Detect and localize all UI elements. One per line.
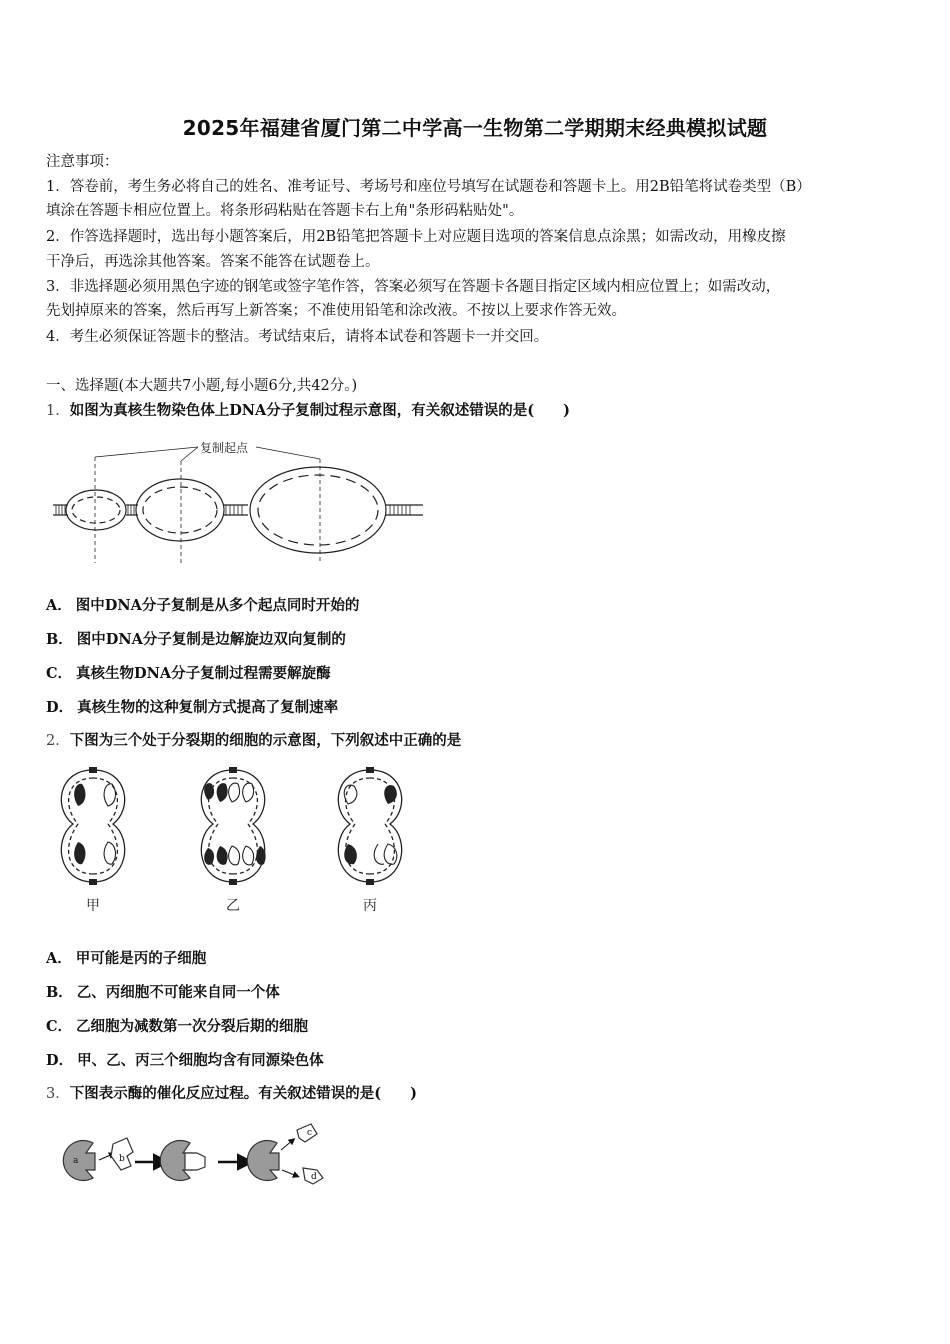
question-text: 如图为真核生物染色体上DNA分子复制过程示意图，有关叙述错误的是( ) xyxy=(69,402,571,419)
cell-label: 甲 xyxy=(86,898,100,914)
section-heading: 一、选择题(本大题共7小题,每小题6分,共42分。) xyxy=(46,378,358,394)
q1-option-d: D． 真核生物的这种复制方式提高了复制速率 xyxy=(46,699,339,716)
page-title: 2025年福建省厦门第二中学高一生物第二学期期末经典模拟试题 xyxy=(182,116,768,140)
q1-option-c: C． 真核生物DNA分子复制过程需要解旋酶 xyxy=(46,665,331,682)
notice-line: 先划掉原来的答案，然后再写上新答案；不准使用铅笔和涂改液。不按以上要求作答无效。 xyxy=(46,303,626,319)
q2-option-d: D． 甲、乙、丙三个细胞均含有同源染色体 xyxy=(46,1052,324,1069)
cell-label: 乙 xyxy=(226,898,240,914)
notice-line: 3．非选择题必须用黑色字迹的钢笔或签字笔作答，答案必须写在答题卡各题目指定区域内相应位置上；如需改动， xyxy=(46,279,781,295)
notice-heading: 注意事项： xyxy=(46,154,119,170)
question-2 xyxy=(46,729,461,753)
question-3 xyxy=(46,1082,417,1106)
notice-line: 4．考生必须保证答题卡的整洁。考试结束后，请将本试卷和答题卡一并交回。 xyxy=(46,329,549,345)
q2-option-b: B． 乙、丙细胞不可能来自同一个体 xyxy=(46,984,280,1001)
notice-line: 2．作答选择题时，选出每小题答案后，用2B铅笔把答题卡上对应题目选项的答案信息点涂黑；如需改动，用橡皮擦 xyxy=(46,229,786,245)
notice-line: 填涂在答题卡相应位置上。将条形码粘贴在答题卡右上角"条形码粘贴处"。 xyxy=(46,203,524,219)
question-text: 下图表示酶的催化反应过程。有关叙述错误的是( ) xyxy=(69,1085,417,1102)
enzyme-reaction-figure xyxy=(55,1120,345,1195)
label-c: c xyxy=(307,1128,313,1138)
cell-division-figure xyxy=(48,764,428,916)
label-b: b xyxy=(119,1154,125,1164)
notice-line: 1．答卷前，考生务必将自己的姓名、准考证号、考场号和座位号填写在试题卷和答题卡上。用2B铅笔将试卷类型（B） xyxy=(46,179,811,195)
dna-replication-figure xyxy=(48,435,428,570)
q2-option-a: A． 甲可能是丙的子细胞 xyxy=(46,950,207,967)
q1-option-b: B． 图中DNA分子复制是边解旋边双向复制的 xyxy=(46,631,346,648)
question-1 xyxy=(46,399,570,423)
notice-line: 干净后，再选涂其他答案。答案不能答在试题卷上。 xyxy=(46,254,380,270)
replication-origin-label: 复制起点 xyxy=(200,441,249,455)
question-number: 1． xyxy=(46,403,70,419)
question-number: 2． xyxy=(46,733,70,749)
question-number: 3． xyxy=(46,1086,70,1102)
question-text: 下图为三个处于分裂期的细胞的示意图，下列叙述中正确的是 xyxy=(69,732,462,749)
label-d: d xyxy=(311,1172,317,1182)
label-a: a xyxy=(73,1156,79,1166)
cell-label: 丙 xyxy=(363,898,377,914)
q2-option-c: C． 乙细胞为减数第一次分裂后期的细胞 xyxy=(46,1018,309,1035)
q1-option-a: A． 图中DNA分子复制是从多个起点同时开始的 xyxy=(46,597,360,614)
